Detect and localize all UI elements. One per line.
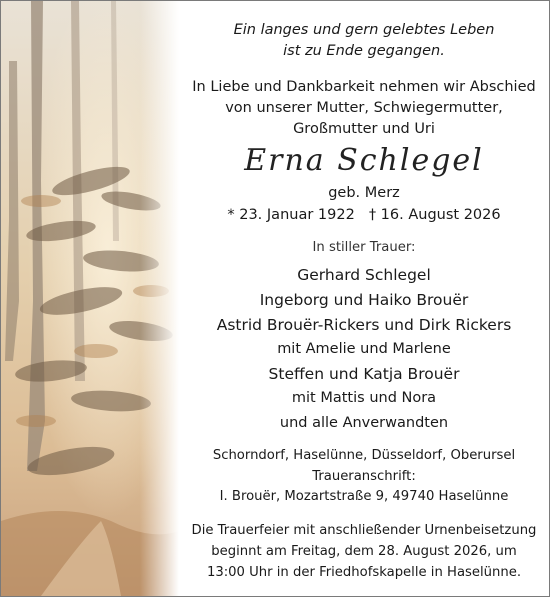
farewell-line-3: Großmutter und Uri xyxy=(293,121,435,137)
mourning-intro: In stiller Trauer: xyxy=(312,240,416,255)
deceased-name: Erna Schlegel xyxy=(244,143,484,178)
birth-date: * 23. Januar 1922 xyxy=(227,207,355,223)
service-line-3: 13:00 Uhr in der Friedhofskapelle in Haselünne. xyxy=(206,565,522,580)
mourner-6: mit Mattis und Nora xyxy=(291,390,437,406)
mourner-7: und alle Anverwandten xyxy=(279,415,449,431)
mourner-5: Steffen und Katja Brouër xyxy=(268,365,460,383)
farewell-line-1: In Liebe und Dankbarkeit nehmen wir Abschied xyxy=(192,79,536,95)
opening-line-1: Ein langes und gern gelebtes Leben xyxy=(233,22,495,38)
service-line-1: Die Trauerfeier mit anschließender Urnenbeisetzung xyxy=(191,523,537,538)
mourner-2: Ingeborg und Haiko Brouër xyxy=(259,291,469,309)
autumn-forest-image xyxy=(1,1,179,596)
mourner-1: Gerhard Schlegel xyxy=(297,266,431,284)
opening-line-2: ist zu Ende gegangen. xyxy=(283,43,445,59)
service-line-2: beginnt am Freitag, dem 28. August 2026, um xyxy=(211,544,517,559)
notice-text xyxy=(179,1,549,596)
death-date: † 16. August 2026 xyxy=(368,207,501,223)
mourner-4: mit Amelie und Marlene xyxy=(277,341,451,357)
address-label: Traueranschrift: xyxy=(312,469,416,484)
maiden-name: geb. Merz xyxy=(328,185,400,201)
farewell-line-2: von unserer Mutter, Schwiegermutter, xyxy=(225,100,503,116)
mourner-3: Astrid Brouër-Rickers und Dirk Rickers xyxy=(216,316,512,334)
life-dates xyxy=(179,207,549,223)
places: Schorndorf, Haselünne, Düsseldorf, Oberursel xyxy=(212,448,516,463)
address: I. Brouër, Mozartstraße 9, 49740 Haselünne xyxy=(219,489,509,504)
